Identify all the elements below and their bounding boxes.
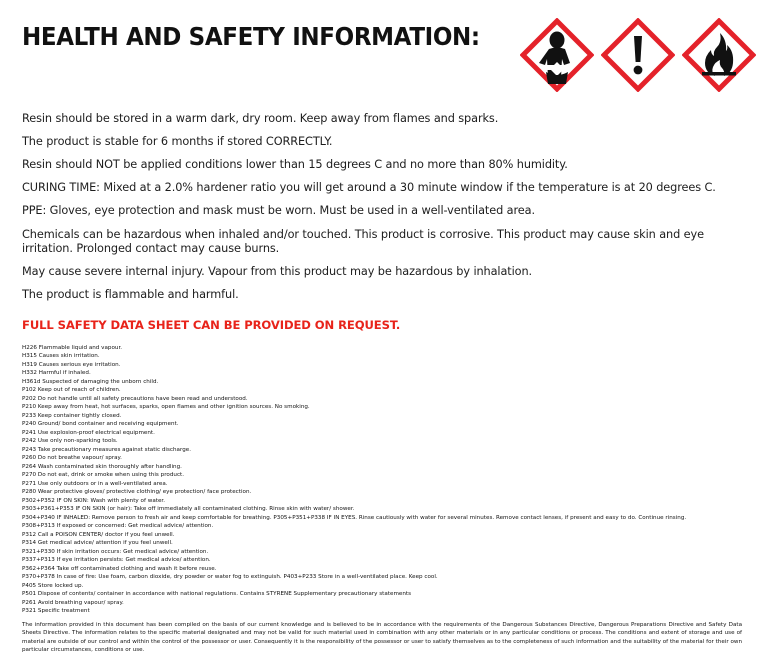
code-line: P242 Use only non-sparking tools. [22, 437, 743, 446]
hazard-precaution-code-list [22, 344, 743, 616]
code-line: H361d Suspected of damaging the unborn child. [22, 378, 743, 387]
code-line: P241 Use explosion-proof electrical equipment. [22, 429, 743, 438]
code-line: P261 Avoid breathing vapour/ spray. [22, 599, 743, 608]
code-line: P264 Wash contaminated skin thoroughly after handling. [22, 463, 743, 472]
code-line: P370+P378 In case of fire: Use foam, carbon dioxide, dry powder or water fog to extinguish. P403+P233 Store in a well-ventilated place. Keep cool. [22, 573, 743, 582]
code-line: P271 Use only outdoors or in a well-ventilated area. [22, 480, 743, 489]
hazard-statement-list [22, 112, 743, 302]
code-line: P304+P340 IF INHALED: Remove person to fresh air and keep comfortable for breathing. P305+P351+P338 IF IN EYES. Rinse cautiously with water for several minutes. Remove contact lenses, if present and easy to do. Continue rinsing. [22, 514, 743, 523]
code-line: P308+P313 If exposed or concerned: Get medical advice/ attention. [22, 522, 743, 531]
code-line: P302+P352 IF ON SKIN: Wash with plenty of water. [22, 497, 743, 506]
code-line: P312 Call a POISON CENTER/ doctor if you feel unwell. [22, 531, 743, 540]
statement-line: CURING TIME: Mixed at a 2.0% hardener ratio you will get around a 30 minute window if the temperature is at 20 degrees C. [22, 181, 743, 195]
code-line: P314 Get medical advice/ attention if you feel unwell. [22, 539, 743, 548]
statement-line: The product is stable for 6 months if stored CORRECTLY. [22, 135, 743, 149]
code-line: P337+P313 If eye irritation persists: Get medical advice/ attention. [22, 556, 743, 565]
safety-data-sheet-note: FULL SAFETY DATA SHEET CAN BE PROVIDED ON REQUEST. [22, 318, 743, 332]
statement-line: PPE: Gloves, eye protection and mask must be worn. Must be used in a well-ventilated area. [22, 204, 743, 218]
legal-disclaimer: The information provided in this document has been compiled on the basis of our current knowledge and is believed to be in accordance with the requirements of the Dangerous Substances Directive, Dangerous Preparations Directive and Safety Data Sheets Directive. The information relates to the specific material designated and may not be valid for such material used in combination with any other materials or in any particular conditions or process. The conditions and extent of storage and use of material are outside of our control and within the control of the possessor or user. Consequently it is the responsibility of the possessor or user to satisfy themselves as to the completeness of such information and the suitability of the material for their own particular circumstances, conditions or use. [22, 621, 742, 655]
page-title: HEALTH AND SAFETY INFORMATION: [22, 24, 480, 49]
code-line: P362+P364 Take off contaminated clothing and wash it before reuse. [22, 565, 743, 574]
code-line: H226 Flammable liquid and vapour. [22, 344, 743, 353]
document-header [22, 18, 743, 92]
code-line: P280 Wear protective gloves/ protective clothing/ eye protection/ face protection. [22, 488, 743, 497]
code-line: H332 Harmful if inhaled. [22, 369, 743, 378]
code-line: P303+P361+P353 IF ON SKIN (or hair): Take off immediately all contaminated clothing. Rinse skin with water/ shower. [22, 505, 743, 514]
ghs-pictogram-row [520, 18, 763, 92]
ghs-exclamation-mark-pictogram [601, 18, 675, 92]
code-line: P240 Ground/ bond container and receiving equipment. [22, 420, 743, 429]
code-line: H319 Causes serious eye irritation. [22, 361, 743, 370]
code-line: P260 Do not breathe vapour/ spray. [22, 454, 743, 463]
code-line: P210 Keep away from heat, hot surfaces, sparks, open flames and other ignition sources. No smoking. [22, 403, 743, 412]
ghs-flammable-pictogram [682, 18, 756, 92]
statement-line: Resin should be stored in a warm dark, dry room. Keep away from flames and sparks. [22, 112, 743, 126]
code-line: P202 Do not handle until all safety precautions have been read and understood. [22, 395, 743, 404]
code-line: P102 Keep out of reach of children. [22, 386, 743, 395]
code-line: P321 Specific treatment [22, 607, 743, 616]
statement-line: Chemicals can be hazardous when inhaled and/or touched. This product is corrosive. This product may cause skin and eye irritation. Prolonged contact may cause burns. [22, 228, 743, 256]
code-line: H315 Causes skin irritation. [22, 352, 743, 361]
code-line: P243 Take precautionary measures against static discharge. [22, 446, 743, 455]
statement-line: The product is flammable and harmful. [22, 288, 743, 302]
code-line: P321+P330 If skin irritation occurs: Get medical advice/ attention. [22, 548, 743, 557]
code-line: P233 Keep container tightly closed. [22, 412, 743, 421]
code-line: P405 Store locked up. [22, 582, 743, 591]
statement-line: May cause severe internal injury. Vapour from this product may be hazardous by inhalation. [22, 265, 743, 279]
code-line: P270 Do not eat, drink or smoke when using this product. [22, 471, 743, 480]
ghs-health-hazard-pictogram [520, 18, 594, 92]
code-line: P501 Dispose of contents/ container in accordance with national regulations. Contains STYRENE Supplementary precautionary statements [22, 590, 743, 599]
statement-line: Resin should NOT be applied conditions lower than 15 degrees C and no more than 80% humidity. [22, 158, 743, 172]
